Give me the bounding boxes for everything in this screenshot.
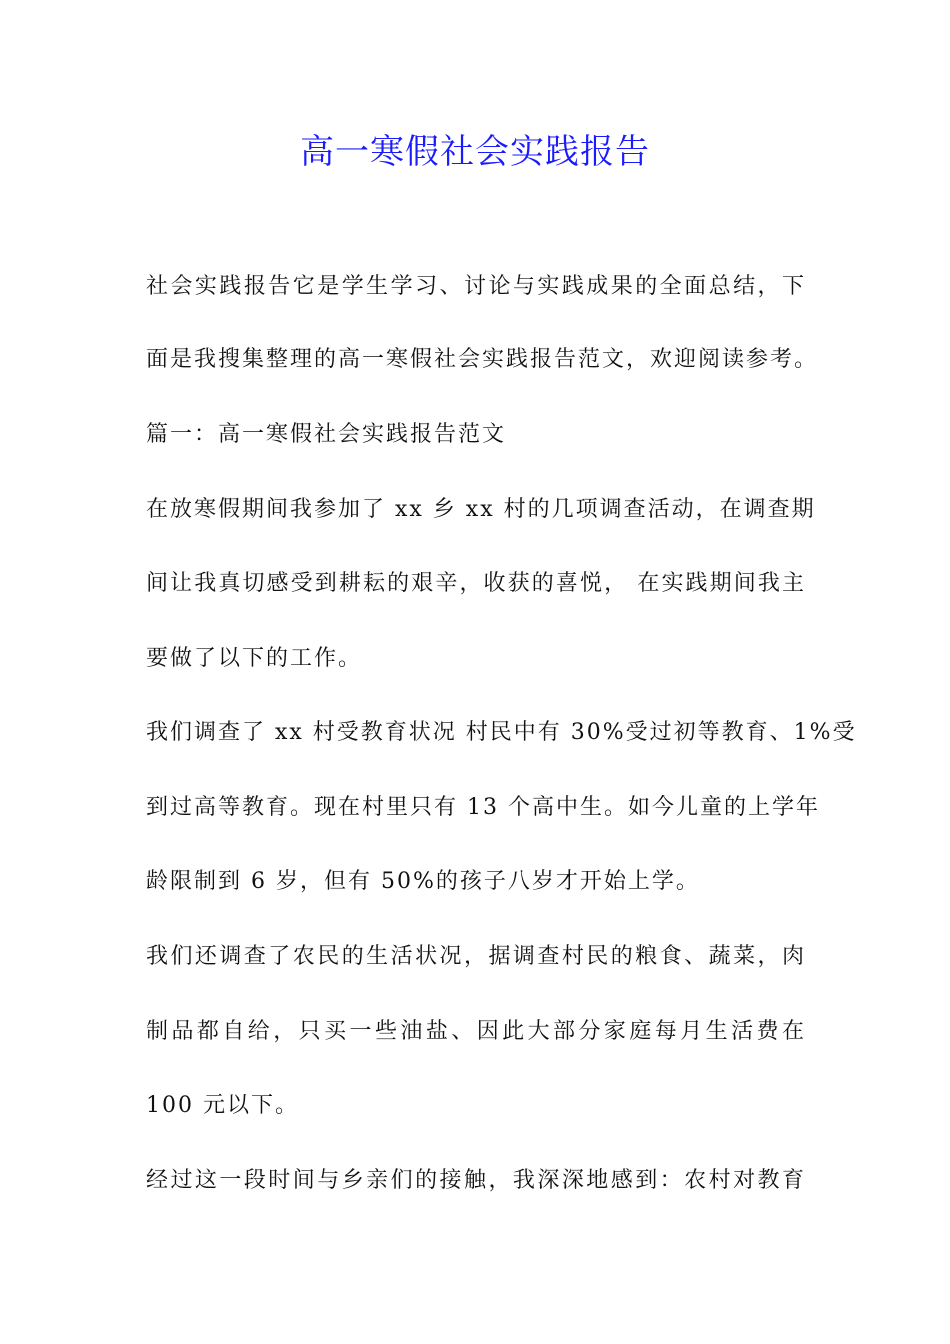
paragraph-line: 龄限制到 6 岁，但有 50%的孩子八岁才开始上学。 xyxy=(146,869,700,894)
paragraph-line: 我们还调查了农民的生活状况，据调查村民的粮食、蔬菜，肉 xyxy=(146,944,806,969)
paragraph-line: 在放寒假期间我参加了 xx 乡 xx 村的几项调查活动，在调查期 xyxy=(146,497,816,522)
paragraph-line: 面是我搜集整理的高一寒假社会实践报告范文，欢迎阅读参考。 xyxy=(146,347,819,372)
section-heading: 篇一：高一寒假社会实践报告范文 xyxy=(146,422,507,447)
paragraph-line: 100 元以下。 xyxy=(146,1093,299,1118)
paragraph-line: 要做了以下的工作。 xyxy=(146,646,363,671)
document-title: 高一寒假社会实践报告 xyxy=(300,132,650,172)
paragraph-line: 到过高等教育。现在村里只有 13 个高中生。如今儿童的上学年 xyxy=(146,795,820,820)
paragraph-line: 我们调查了 xx 村受教育状况 村民中有 30%受过初等教育、1%受 xyxy=(146,720,857,745)
paragraph-line: 制品都自给，只买一些油盐、因此大部分家庭每月生活费在 xyxy=(146,1019,806,1044)
paragraph-line: 间让我真切感受到耕耘的艰辛，收获的喜悦， 在实践期间我主 xyxy=(146,571,806,596)
paragraph-line: 社会实践报告它是学生学习、讨论与实践成果的全面总结，下 xyxy=(146,274,806,299)
paragraph-line: 经过这一段时间与乡亲们的接触，我深深地感到：农村对教育 xyxy=(146,1168,806,1193)
